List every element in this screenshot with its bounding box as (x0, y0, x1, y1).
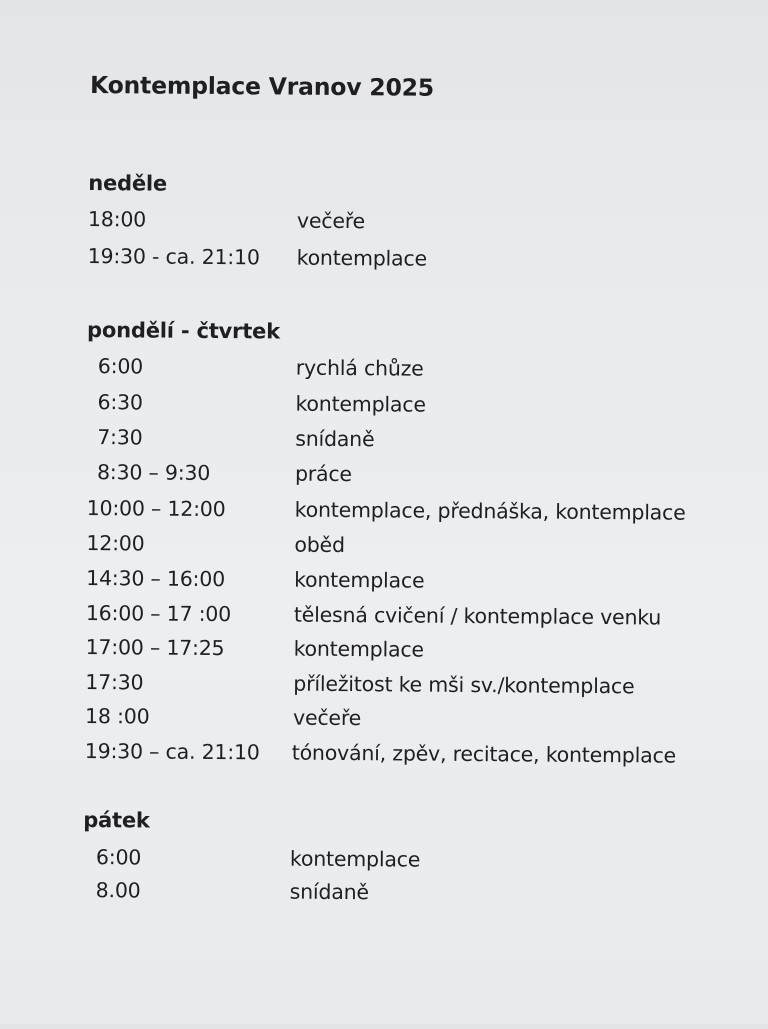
schedule-time: 7:30 (97, 425, 143, 450)
schedule-activity: kontemplace, přednáška, kontemplace (294, 497, 686, 525)
schedule-time: 8:30 – 9:30 (96, 460, 211, 485)
schedule-time: 19:30 – ca. 21:10 (84, 738, 260, 765)
schedule-time: 18:00 (87, 206, 147, 232)
schedule-activity: snídaně (289, 879, 369, 905)
schedule-activity: tělesná cvičení / kontemplace venku (293, 602, 662, 630)
schedule-time: 6:00 (97, 354, 144, 379)
schedule-time: 18 :00 (84, 703, 150, 729)
schedule-time: 8.00 (95, 878, 141, 903)
document-title: Kontemplace Vranov 2025 (89, 71, 435, 102)
schedule-activity: večeře (296, 208, 366, 234)
schedule-activity: oběd (294, 532, 345, 558)
schedule-time: 19:30 - ca. 21:10 (87, 243, 260, 270)
schedule-activity: rychlá chůze (295, 355, 424, 381)
schedule-activity: snídaně (295, 426, 375, 452)
schedule-activity: kontemplace (295, 391, 426, 417)
schedule-activity: příležitost ke mši sv./kontemplace (293, 671, 635, 699)
schedule-activity: tónování, zpěv, recitace, kontemplace (291, 740, 677, 768)
schedule-time: 6:30 (97, 390, 143, 415)
schedule-time: 17:00 – 17:25 (85, 634, 225, 661)
schedule-activity: práce (294, 461, 352, 487)
section-heading-friday: pátek (83, 807, 150, 833)
section-heading-monday-thursday: pondělí - čtvrtek (87, 317, 281, 344)
schedule-time: 14:30 – 16:00 (86, 565, 226, 592)
schedule-activity: kontemplace (294, 567, 425, 593)
schedule-activity: kontemplace (293, 636, 424, 662)
schedule-activity: kontemplace (296, 245, 428, 271)
schedule-time: 10:00 – 12:00 (86, 495, 226, 522)
schedule-time: 16:00 – 17 :00 (85, 600, 232, 627)
section-heading-sunday: neděle (88, 170, 168, 196)
schedule-time: 12:00 (86, 530, 145, 556)
schedule-time: 6:00 (95, 845, 142, 870)
schedule-activity: kontemplace (289, 846, 421, 872)
schedule-activity: večeře (292, 705, 362, 731)
schedule-time: 17:30 (85, 669, 144, 695)
